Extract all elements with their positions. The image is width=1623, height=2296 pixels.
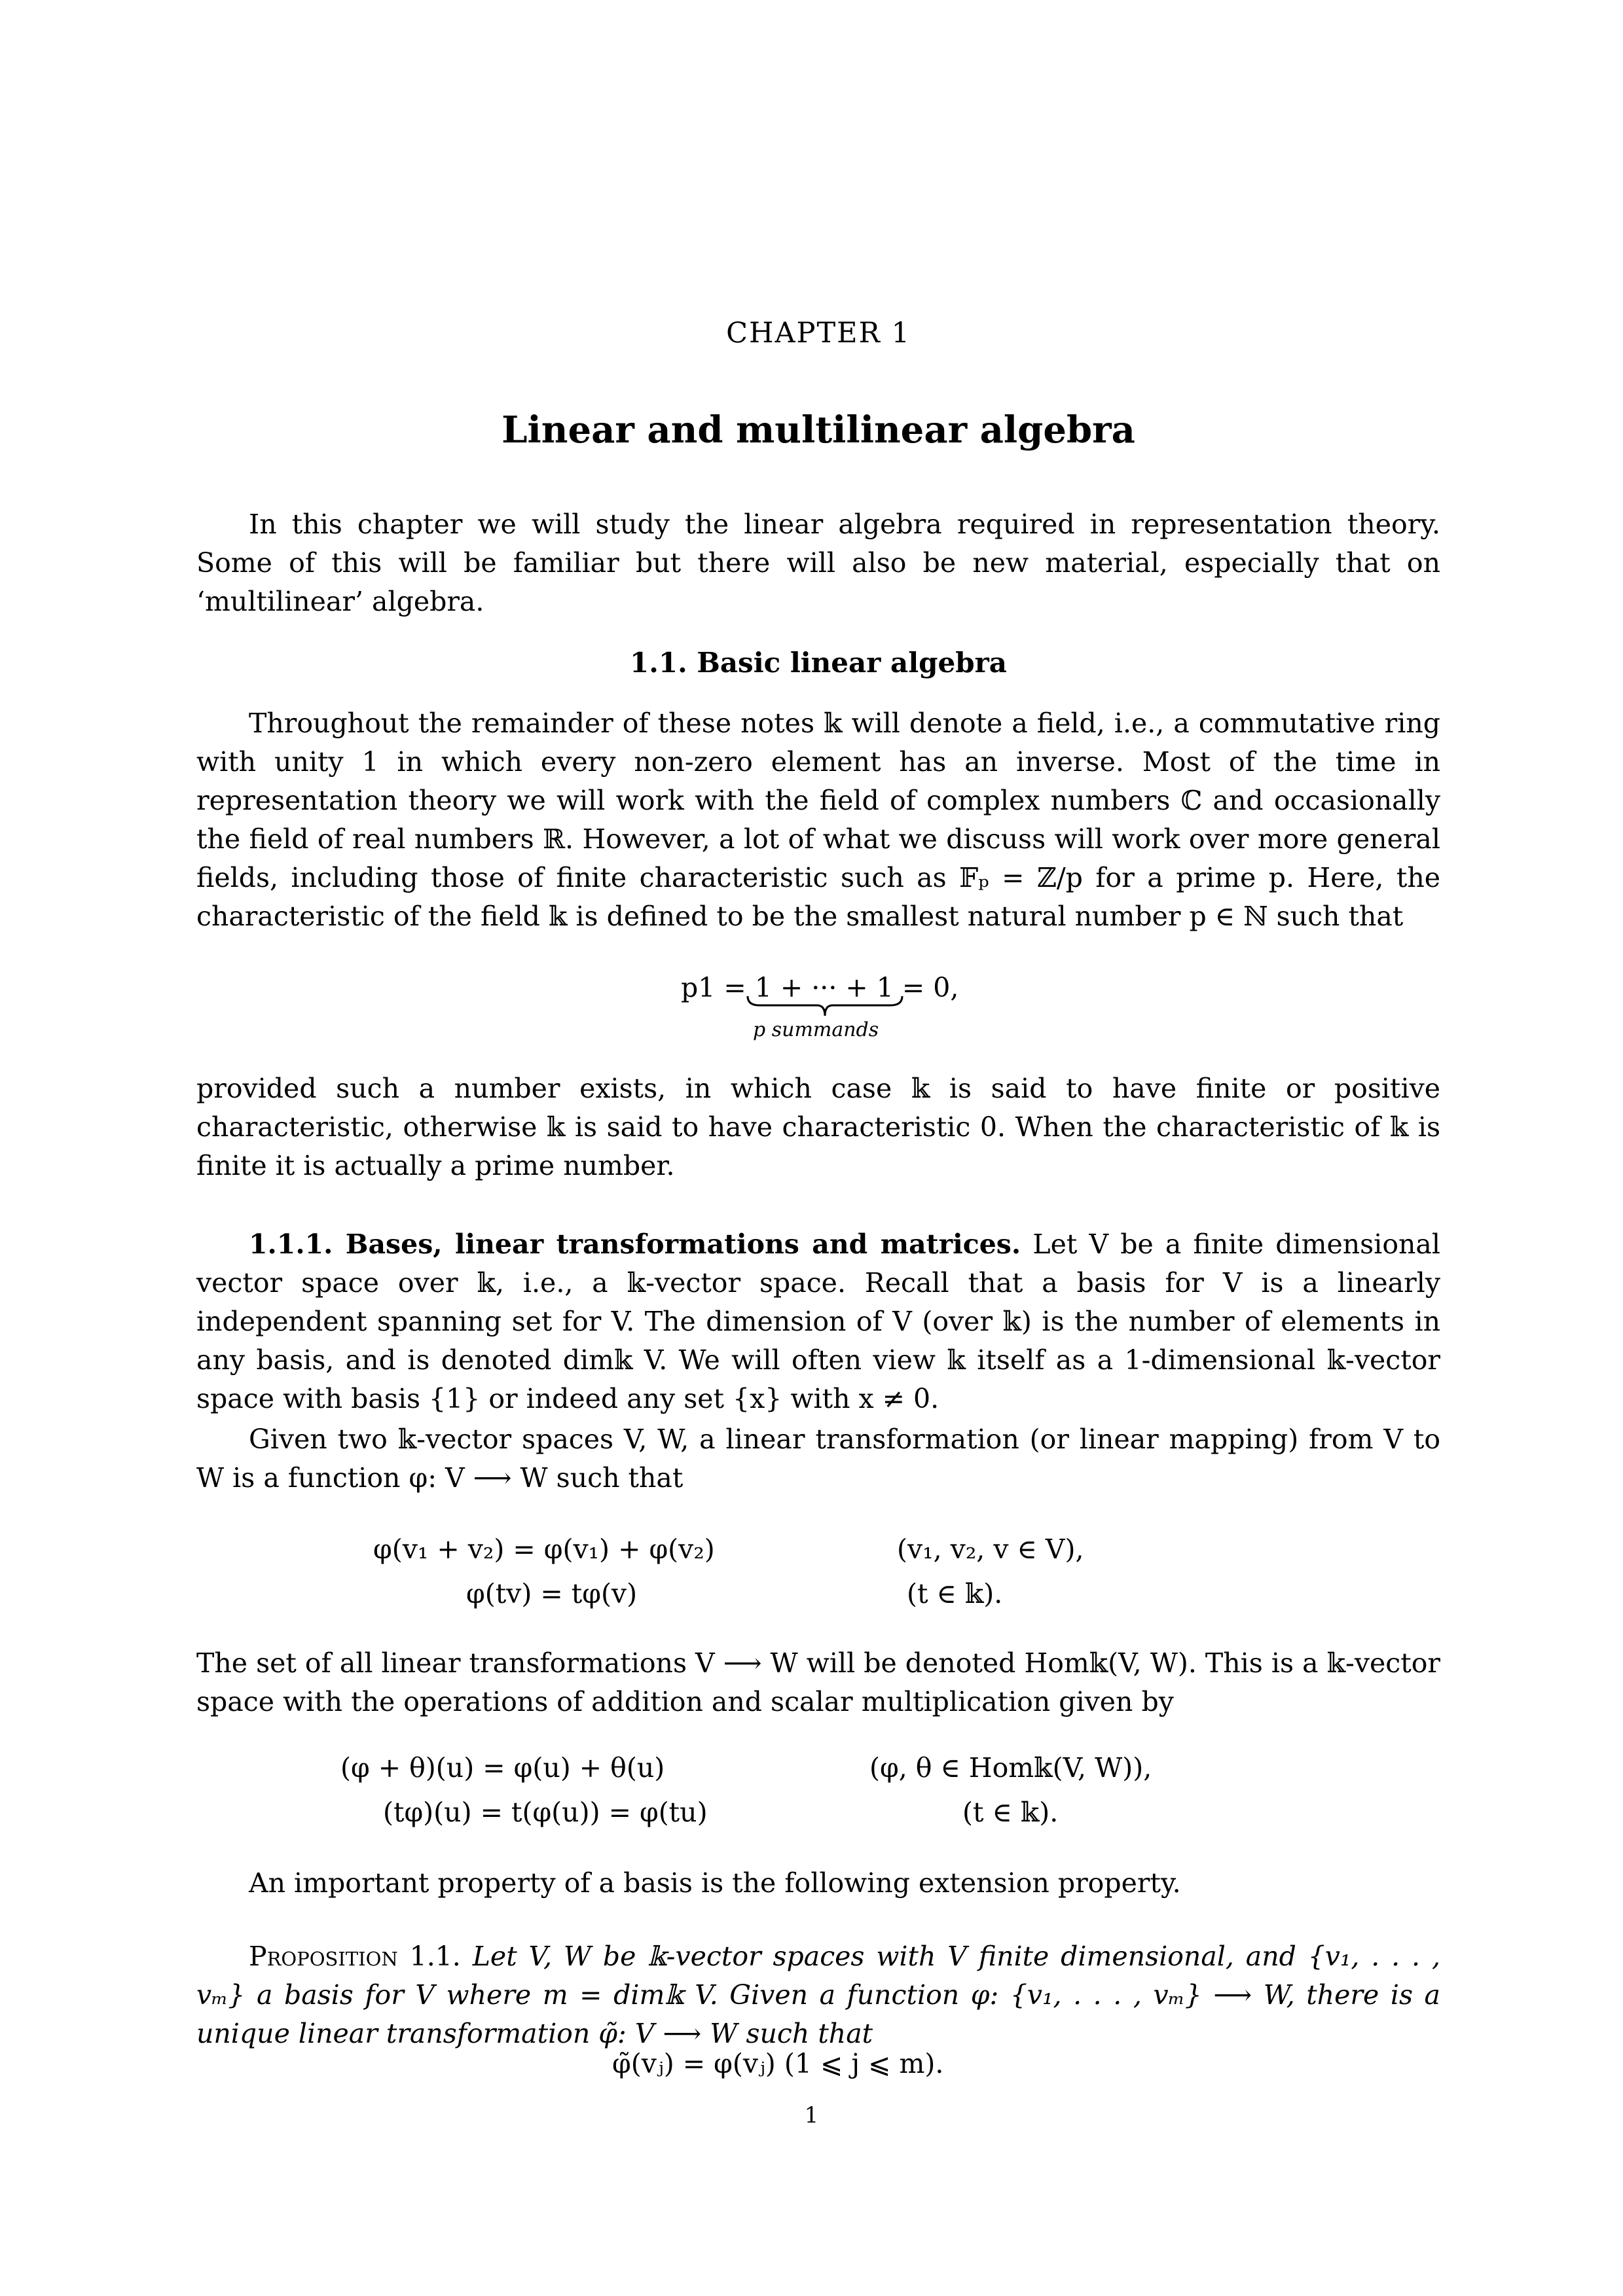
- section-paragraph-1: Throughout the remainder of these notes 𝕜 will denote a field, i.e., a commutative ring with unity 1 in which every non-zero element has an inverse. Most of the time in representation theory we will work with the field of complex numbers ℂ and occasionally the field of real numbers ℝ. However, a lot of what we discuss will work over more general fields, including those of finite characteristic such as 𝔽ₚ = ℤ/p for a prime p. Here, the characteristic of the field 𝕜 is defined to be the smallest natural number p ∈ ℕ such that: [196, 708, 1440, 932]
- subsection-paragraph-1-text: Let V be a finite dimensional vector space over 𝕜, i.e., a 𝕜-vector space. Recall that a basis for V is a linearly independent spanning set for V. The dimension of V (over 𝕜) is the number of elements in any basis, and is denoted dim𝕜 V. We will often view 𝕜 itself as a 1-dimensional 𝕜-vector space with basis {1} or indeed any set {x} with x ≠ 0.: [196, 1229, 1440, 1414]
- section-heading: 1.1. Basic linear algebra: [630, 647, 1007, 679]
- page-number: 1: [804, 2102, 819, 2128]
- subsection-paragraph-3: The set of all linear transformations V ⟶ W will be denoted Hom𝕜(V, W). This is a 𝕜-vector space with the operations of addition and scalar multiplication given by: [196, 1647, 1440, 1717]
- chapter-title: Linear and multilinear algebra: [501, 408, 1135, 452]
- characteristic-equation: p1 = 1 + ··· + 1 = 0,: [681, 972, 959, 1003]
- section-paragraph-2: provided such a number exists, in which case 𝕜 is said to have finite or positive characteristic, otherwise 𝕜 is said to have characteristic 0. When the characteristic of 𝕜 is finite it is actually a prime number.: [196, 1073, 1440, 1181]
- linearity-eq-2-condition: (t ∈ 𝕜).: [907, 1578, 1003, 1609]
- linearity-eq-1: φ(v₁ + v₂) = φ(v₁) + φ(v₂): [373, 1534, 715, 1565]
- proposition-label: Proposition 1.1.: [249, 1941, 461, 1972]
- subsection-heading: 1.1.1. Bases, linear transformations and matrices.: [249, 1229, 1021, 1260]
- intro-paragraph: In this chapter we will study the linear algebra required in representation theory. Some of this will be familiar but there will also be new material, especially that on ‘multilinear’ algebra.: [196, 509, 1440, 617]
- extension-equation: φ̃(vⱼ) = φ(vⱼ) (1 ⩽ j ⩽ m).: [612, 2048, 944, 2079]
- subsection-paragraph-2: Given two 𝕜-vector spaces V, W, a linear transformation (or linear mapping) from V to W is a function φ: V ⟶ W such that: [196, 1424, 1440, 1494]
- hom-addition-eq: (φ + θ)(u) = φ(u) + θ(u): [340, 1752, 665, 1784]
- linearity-eq-1-condition: (v₁, v₂, v ∈ V),: [897, 1534, 1084, 1565]
- subsection-paragraph-4: An important property of a basis is the following extension property.: [249, 1867, 1181, 1899]
- hom-scalar-eq: (tφ)(u) = t(φ(u)) = φ(tu): [383, 1797, 708, 1828]
- chapter-label: CHAPTER 1: [726, 317, 911, 350]
- proposition: [196, 1937, 1440, 2053]
- hom-addition-condition: (φ, θ ∈ Hom𝕜(V, W)),: [869, 1752, 1152, 1784]
- underbrace: [746, 995, 903, 1018]
- linearity-eq-2: φ(tv) = tφ(v): [466, 1578, 638, 1609]
- underbrace-label: p summands: [753, 1018, 879, 1041]
- subsection-paragraph-1: [196, 1225, 1440, 1418]
- proposition-text: Let V, W be 𝕜-vector spaces with V finite dimensional, and {v₁, . . . , vₘ} a basis for V where m = dim𝕜 V. Given a function φ: {v₁, . . . , vₘ} ⟶ W, there is a unique linear transformation φ̃: V ⟶ W such that: [196, 1941, 1440, 2049]
- hom-scalar-condition: (t ∈ 𝕜).: [962, 1797, 1059, 1828]
